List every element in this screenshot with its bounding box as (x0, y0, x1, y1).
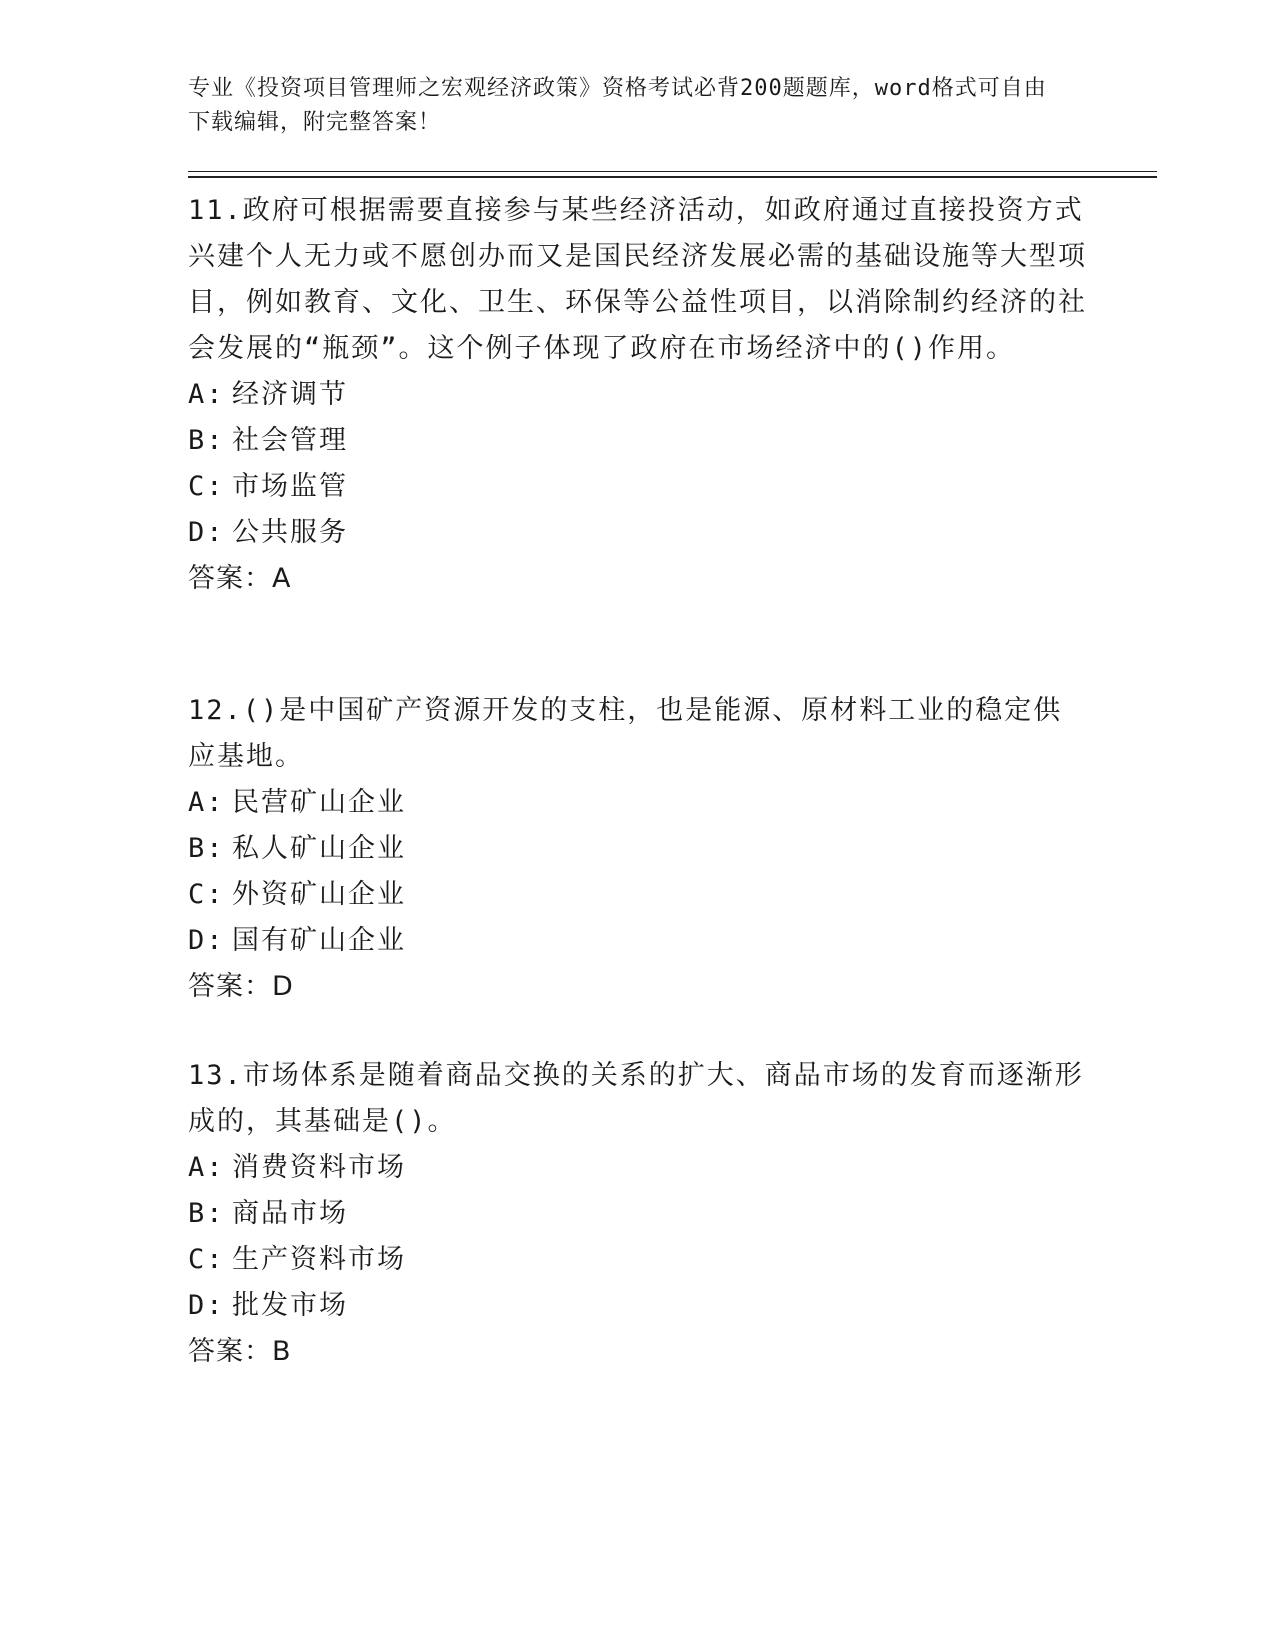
option-a (188, 1145, 1088, 1191)
option-text: 商品市场 (232, 1198, 348, 1229)
option-key: B: (188, 833, 225, 864)
option-key: C: (188, 1244, 225, 1275)
header-divider-thin (188, 171, 1157, 172)
option-text: 市场监管 (232, 471, 348, 502)
option-text: 国有矿山企业 (232, 925, 406, 956)
option-key: B: (188, 1198, 225, 1229)
question-number: 13. (188, 1060, 243, 1091)
option-c (188, 872, 1088, 918)
option-key: C: (188, 879, 225, 910)
option-key: D: (188, 1290, 225, 1321)
option-text: 外资矿山企业 (232, 879, 406, 910)
answer-line: 答案：D (188, 971, 294, 1002)
question-body: 政府可根据需要直接参与某些经济活动，如政府通过直接投资方式兴建个人无力或不愿创办而又是国民经济发展必需的基础设施等大型项目，例如教育、文化、卫生、环保等公益性项目，以消除制约经济的社会发展的“瓶颈”。这个例子体现了政府在市场经济中的()作用。 (188, 195, 1087, 364)
document-header (188, 72, 1068, 140)
answer-line: 答案：A (188, 563, 292, 594)
option-d (188, 1283, 1088, 1329)
option-key: D: (188, 925, 225, 956)
option-b (188, 418, 1088, 464)
option-text: 批发市场 (232, 1290, 348, 1321)
option-c (188, 464, 1088, 510)
question-body: ()是中国矿产资源开发的支柱，也是能源、原材料工业的稳定供应基地。 (188, 695, 1063, 772)
question-text (188, 188, 1088, 372)
option-d (188, 510, 1088, 556)
option-a (188, 372, 1088, 418)
option-text: 生产资料市场 (232, 1244, 406, 1275)
option-b (188, 1191, 1088, 1237)
option-d (188, 918, 1088, 964)
option-key: A: (188, 787, 225, 818)
header-text: 专业《投资项目管理师之宏观经济政策》资格考试必背200题题库，word格式可自由下载编辑，附完整答案！ (188, 76, 1047, 135)
question-body: 市场体系是随着商品交换的关系的扩大、商品市场的发育而逐渐形成的，其基础是()。 (188, 1060, 1084, 1137)
question-11 (188, 188, 1088, 602)
option-text: 社会管理 (232, 425, 348, 456)
question-number: 11. (188, 195, 243, 226)
question-number: 12. (188, 695, 243, 726)
question-13 (188, 1053, 1088, 1375)
option-a (188, 780, 1088, 826)
option-key: B: (188, 425, 225, 456)
option-b (188, 826, 1088, 872)
option-text: 私人矿山企业 (232, 833, 406, 864)
answer-line: 答案：B (188, 1336, 292, 1367)
header-divider-thick (188, 176, 1157, 178)
option-key: A: (188, 1152, 225, 1183)
option-key: D: (188, 517, 225, 548)
option-key: C: (188, 471, 225, 502)
option-text: 公共服务 (232, 517, 348, 548)
question-text (188, 1053, 1088, 1145)
question-12 (188, 688, 1088, 1010)
option-c (188, 1237, 1088, 1283)
option-text: 民营矿山企业 (232, 787, 406, 818)
option-key: A: (188, 379, 225, 410)
option-text: 消费资料市场 (232, 1152, 406, 1183)
option-text: 经济调节 (232, 379, 348, 410)
question-text (188, 688, 1088, 780)
